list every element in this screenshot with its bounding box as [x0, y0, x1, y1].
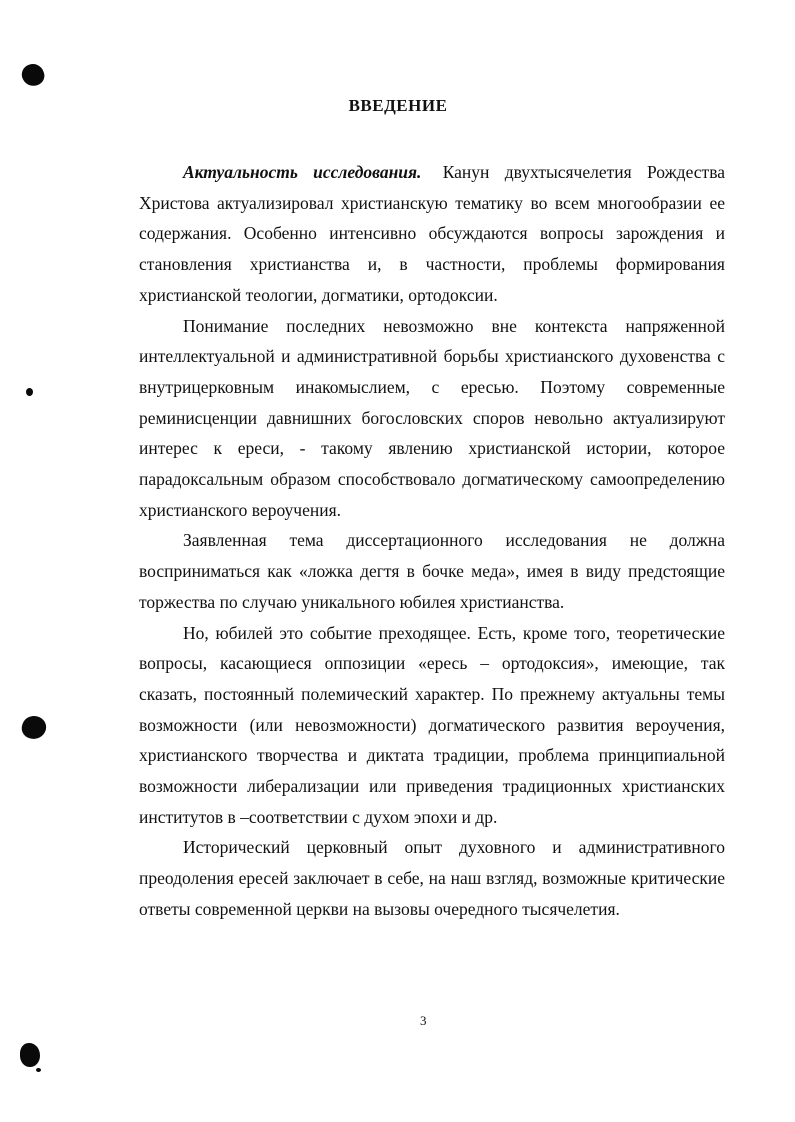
scan-speck — [26, 388, 33, 396]
page-title: ВВЕДЕНИЕ — [348, 96, 448, 115]
page-number: 3 — [420, 1013, 427, 1028]
paragraph-text: Канун двухтысячелетия Рождества Христова актуализировал христианскую тематику во всем многообразии ее содержания. Особенно интенсивно обсуждаются вопросы зарождения и становления христианства и, в частности, проблемы формирования христианской теологии, догматики, ортодоксии. — [139, 162, 726, 305]
scan-blot — [19, 713, 48, 741]
paragraph — [139, 157, 725, 311]
paragraph-text: Заявленная тема диссертационного исследования не должна восприниматься как «ложка дегтя в бочке меда», имея в виду предстоящие торжества по случаю уникального юбилея христианства. — [139, 530, 725, 612]
paragraph — [139, 311, 725, 526]
paragraph-lead: Актуальность исследования. — [183, 162, 422, 182]
paragraph-text: Но, юбилей это событие преходящее. Есть, кроме того, теоретические вопросы, касающиеся оппозиции «ересь – ортодоксия», имеющие, так сказать, постоянный полемический характер. По прежнему актуальны темы возможности (или невозможности) догматического развития вероучения, христианского творчества и диктата традиции, проблема принципиальной возможности либерализации или приведения традиционных христианских институтов в –соответствии с духом эпохи и др. — [139, 622, 725, 827]
paragraph-text: Понимание последних невозможно вне контекста напряженной интеллектуальной и административной борьбы христианского духовенства с внутрицерковным инакомыслием, с ересью. Поэтому современные реминисценции давнишних богословских споров невольно актуализируют интерес к ереси, - такому явлению христианской истории, которое парадоксальным образом способствовало догматическому самоопределению христианского вероучения. — [139, 315, 725, 520]
body-text — [139, 157, 725, 925]
paragraph-text: Исторический церковный опыт духовного и административного преодоления ересей заключает в себе, на наш взгляд, возможные критические ответы современной церкви на вызовы очередного тысячелетия. — [139, 837, 725, 919]
paragraph — [139, 618, 725, 833]
scan-speck — [36, 1068, 41, 1072]
paragraph — [139, 525, 725, 617]
paragraph — [139, 832, 725, 924]
scan-blot — [20, 1043, 40, 1067]
scan-blot — [19, 61, 47, 89]
